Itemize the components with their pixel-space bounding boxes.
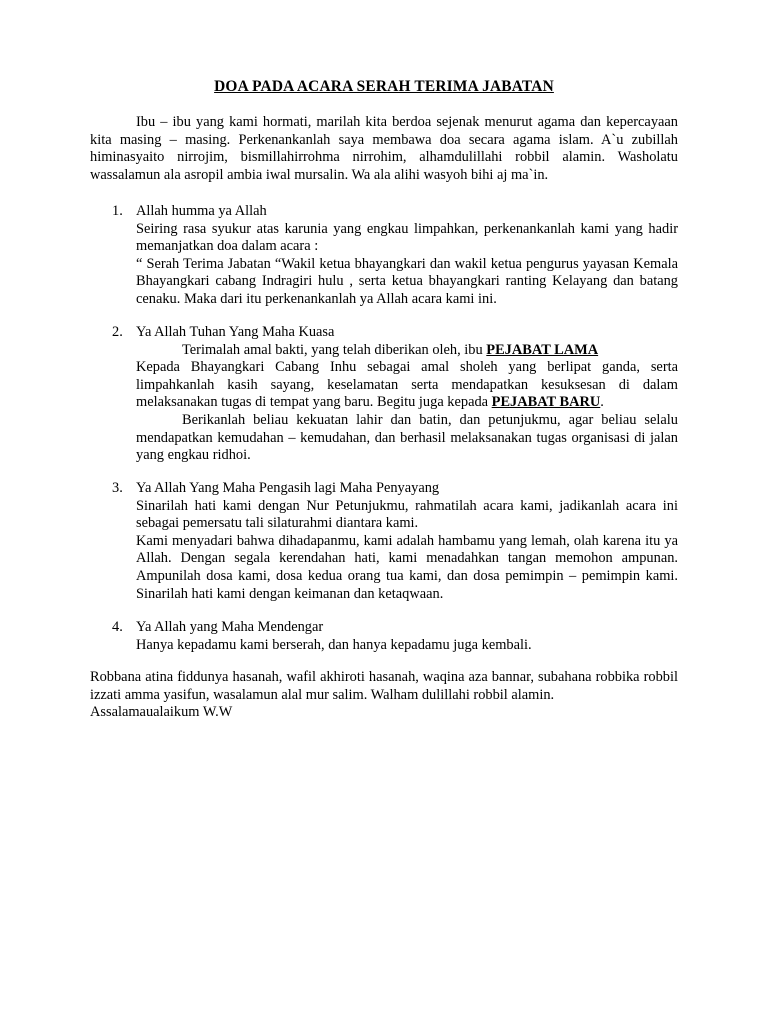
item-paragraph: Berikanlah beliau kekuatan lahir dan batin, dan petunjukmu, agar beliau selalu mendapatkan kemudahan – kemudahan, dan berhasil melaksanakan tugas organisasi di jalan yang engkau ridhoi.: [136, 411, 678, 464]
pejabat-lama-label: PEJABAT LAMA: [486, 341, 599, 358]
item-body: [136, 203, 678, 309]
item-paragraph: Kami menyadari bahwa dihadapanmu, kami adalah hambamu yang lemah, olah karena itu ya Allah. Dengan segala kerendahan hati, kami menadahkan tangan memohon ampunan. Ampunilah dosa kami, dosa kedua orang tua kami, dan dosa pemimpin – pemimpin kami. Sinarilah hati kami dengan keimanan dan ketaqwaan.: [136, 532, 678, 602]
item-number: 4.: [112, 619, 123, 635]
item-body: [136, 619, 678, 654]
item-text: Terimalah amal bakti, yang telah diberikan oleh, ibu: [182, 341, 487, 358]
document-title: DOA PADA ACARA SERAH TERIMA JABATAN: [214, 78, 554, 95]
item-heading: Allah humma ya Allah: [136, 203, 267, 219]
item-text: .: [600, 394, 604, 411]
item-paragraph: [136, 359, 678, 412]
item-body: [136, 324, 678, 465]
signoff: Assalamaualaikum W.W: [90, 704, 233, 721]
closing-section: [90, 669, 678, 722]
item-body: [136, 480, 678, 603]
item-heading: Ya Allah Yang Maha Pengasih lagi Maha Penyayang: [136, 480, 440, 496]
pejabat-baru-label: PEJABAT BARU: [491, 394, 601, 411]
closing-paragraph: Robbana atina fiddunya hasanah, wafil akhiroti hasanah, waqina aza bannar, subahana robbika robbil izzati amma yasifun, wasalamun alal mur salim. Walham dulillahi robbil alamin.: [90, 669, 678, 703]
item-paragraph: “ Serah Terima Jabatan “Wakil ketua bhayangkari dan wakil ketua pengurus yayasan Kemala Bhayangkari cabang Indragiri hulu , serta ketua bhayangkari ranting Kelayang dan batang cenaku. Maka dari itu perkenankanlah ya Allah acara kami ini.: [136, 255, 678, 307]
item-number: 3.: [112, 480, 123, 496]
intro-paragraph: Ibu – ibu yang kami hormati, marilah kita berdoa sejenak menurut agama dan kepercayaan kita masing – masing. Perkenankanlah saya membawa doa secara agama islam. A`u zubillah himinasyaito nirrojim, bismillahirrohma nirrohim, alhamdulillahi robbil alamin. Washolatu wassalamun ala asropil ambia iwal mursalin. Wa ala alihi wasyoh bihi aj ma`in.: [90, 114, 678, 183]
item-number: 2.: [112, 324, 123, 340]
item-number: 1.: [112, 203, 123, 219]
item-paragraph: Sinarilah hati kami dengan Nur Petunjukmu, rahmatilah acara kami, jadikanlah acara ini sebagai pemersatu tali silaturahmi diantara kami.: [136, 497, 678, 532]
item-heading: Ya Allah Tuhan Yang Maha Kuasa: [136, 324, 335, 340]
item-text: Kepada Bhayangkari Cabang Inhu sebagai amal sholeh yang berlipat ganda, serta limpahkanlah kasih sayang, keselamatan serta mendapatkan kesuksesan di dalam melaksanakan tugas di tempat yang baru. Begitu juga kepada: [136, 359, 678, 411]
item-paragraph: Seiring rasa syukur atas karunia yang engkau limpahkan, perkenankanlah kami yang hadir memanjatkan doa dalam acara :: [136, 220, 678, 255]
item-heading: Ya Allah yang Maha Mendengar: [136, 619, 324, 635]
item-paragraph: [136, 342, 678, 360]
item-paragraph: Hanya kepadamu kami berserah, dan hanya kepadamu juga kembali.: [136, 636, 532, 653]
